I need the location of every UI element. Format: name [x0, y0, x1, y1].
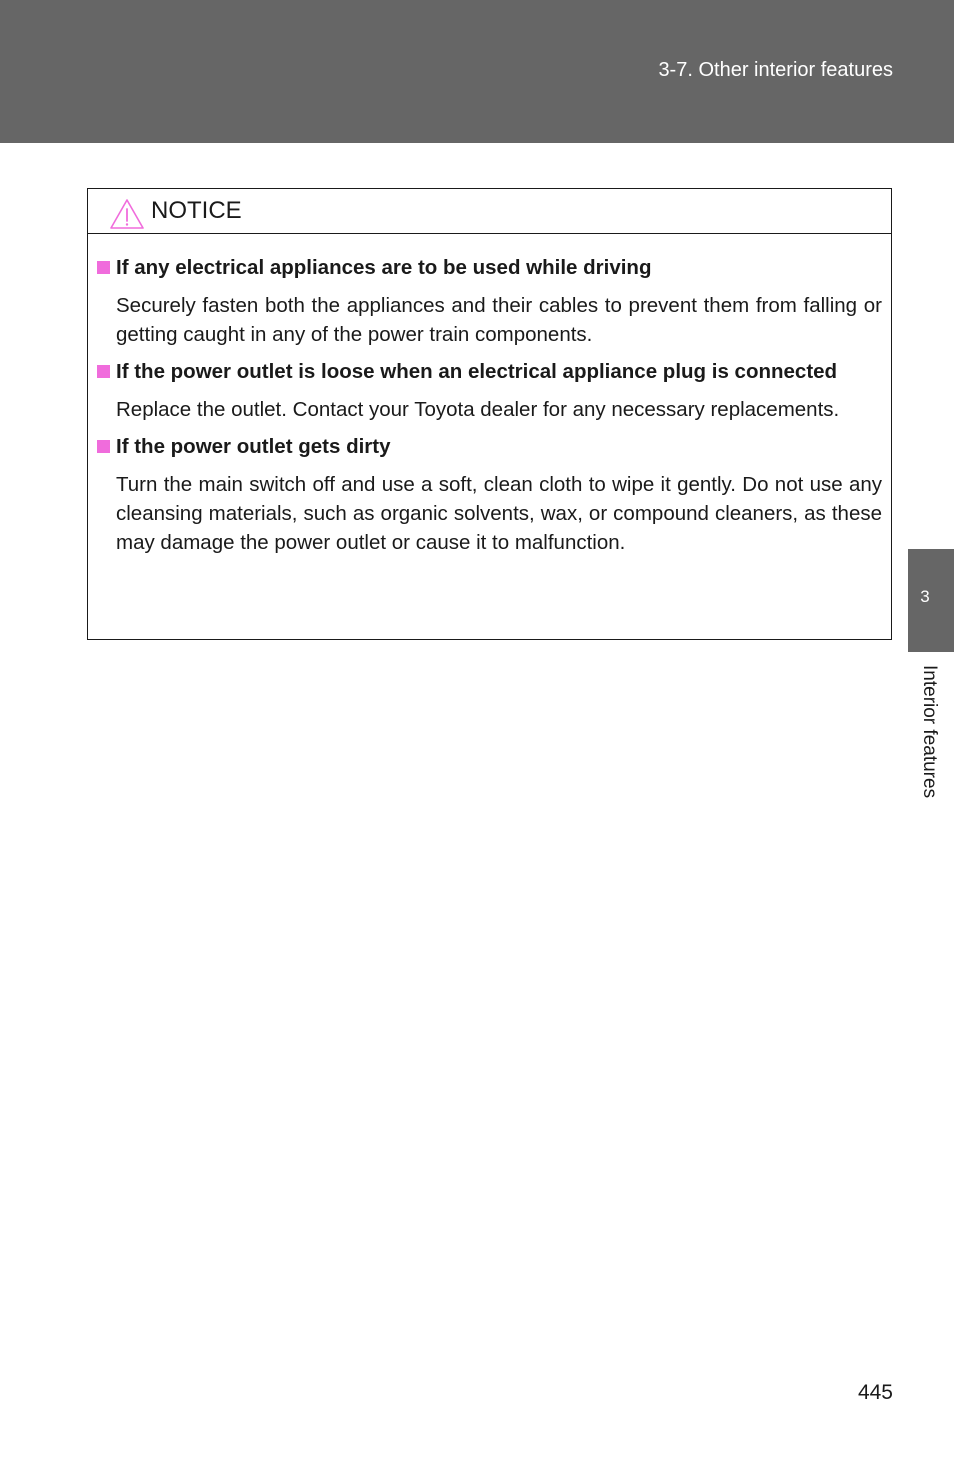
- notice-box: [87, 188, 892, 640]
- square-bullet-icon: [97, 261, 110, 274]
- square-bullet-icon: [97, 365, 110, 378]
- chapter-label: Interior features: [919, 665, 940, 799]
- notice-item-body: Securely fasten both the appliances and their cables to prevent them from falling or getting caught in any of the power train components.: [116, 294, 882, 346]
- warning-triangle-icon: [109, 198, 145, 230]
- notice-body: [88, 234, 891, 557]
- section-title: 3-7. Other interior features: [658, 59, 893, 81]
- notice-item-heading-text: If the power outlet gets dirty: [116, 435, 391, 458]
- chapter-tab: [908, 549, 954, 652]
- notice-item-heading: [97, 432, 882, 461]
- square-bullet-icon: [97, 440, 110, 453]
- header-band: [0, 0, 954, 143]
- notice-item-heading-text: If any electrical appliances are to be used while driving: [116, 256, 652, 279]
- notice-item-heading: [97, 357, 882, 386]
- notice-item-heading-text: If the power outlet is loose when an electrical appliance plug is connected: [116, 360, 838, 383]
- page-number: 445: [857, 1381, 893, 1404]
- notice-title: NOTICE: [151, 197, 242, 224]
- chapter-number: 3: [920, 587, 930, 606]
- notice-item-body: Turn the main switch off and use a soft, clean cloth to wipe it gently. Do not use any cleansing materials, such as organic solvents, wax, or compound cleaners, as these may damage the power outlet or cause it to malfunction.: [116, 473, 882, 554]
- notice-item-body: Replace the outlet. Contact your Toyota dealer for any necessary replacements.: [116, 398, 840, 421]
- notice-header: [88, 189, 891, 234]
- notice-item-heading: [97, 253, 882, 282]
